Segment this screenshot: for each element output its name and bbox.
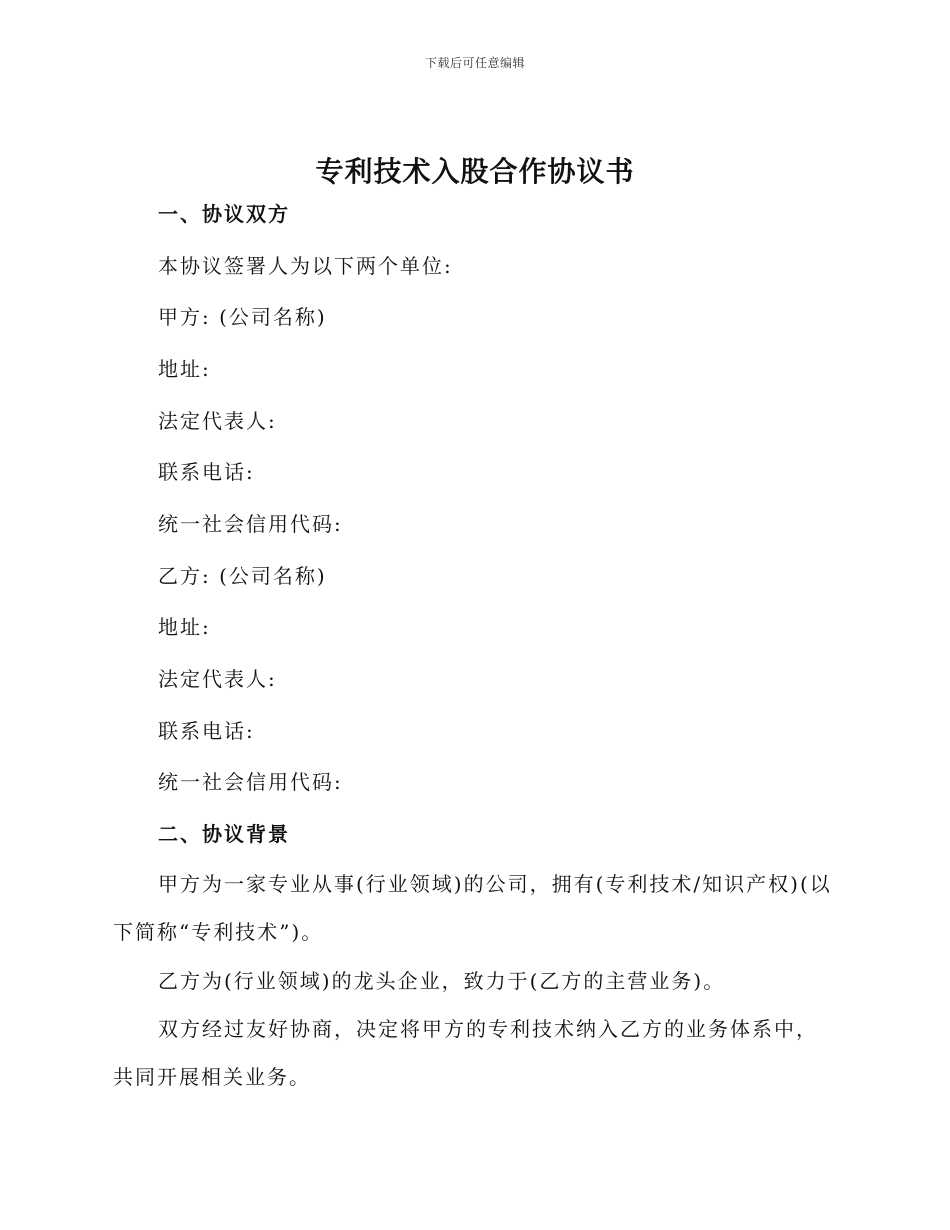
- intro-line: 本协议签署人为以下两个单位:: [158, 254, 453, 278]
- party-a-legal-rep: 法定代表人:: [158, 409, 277, 433]
- section-heading-parties: 一、协议双方: [158, 202, 290, 226]
- party-a-phone: 联系电话:: [158, 460, 255, 484]
- party-b-credit-code: 统一社会信用代码:: [158, 770, 343, 794]
- party-b-address: 地址:: [158, 615, 211, 639]
- party-a-address: 地址:: [158, 357, 211, 381]
- section-heading-background: 二、协议背景: [158, 822, 290, 846]
- document-title: 专利技术入股合作协议书: [315, 155, 635, 188]
- party-a-credit-code: 统一社会信用代码:: [158, 512, 343, 536]
- background-paragraph-1: 甲方为一家专业从事(行业领域)的公司，拥有(专利技术/知识产权)(以下简称“专利技术”)。: [113, 872, 832, 944]
- background-paragraph-2: 乙方为(行业领域)的龙头企业，致力于(乙方的主营业务)。: [158, 969, 726, 993]
- party-b-legal-rep: 法定代表人:: [158, 667, 277, 691]
- party-b-phone: 联系电话:: [158, 719, 255, 743]
- background-paragraph-3: 双方经过友好协商，决定将甲方的专利技术纳入乙方的业务体系中，共同开展相关业务。: [113, 1017, 818, 1089]
- party-b-name: 乙方: (公司名称): [158, 564, 327, 588]
- page-header: 下载后可任意编辑: [424, 56, 525, 70]
- party-a-name: 甲方: (公司名称): [158, 305, 327, 329]
